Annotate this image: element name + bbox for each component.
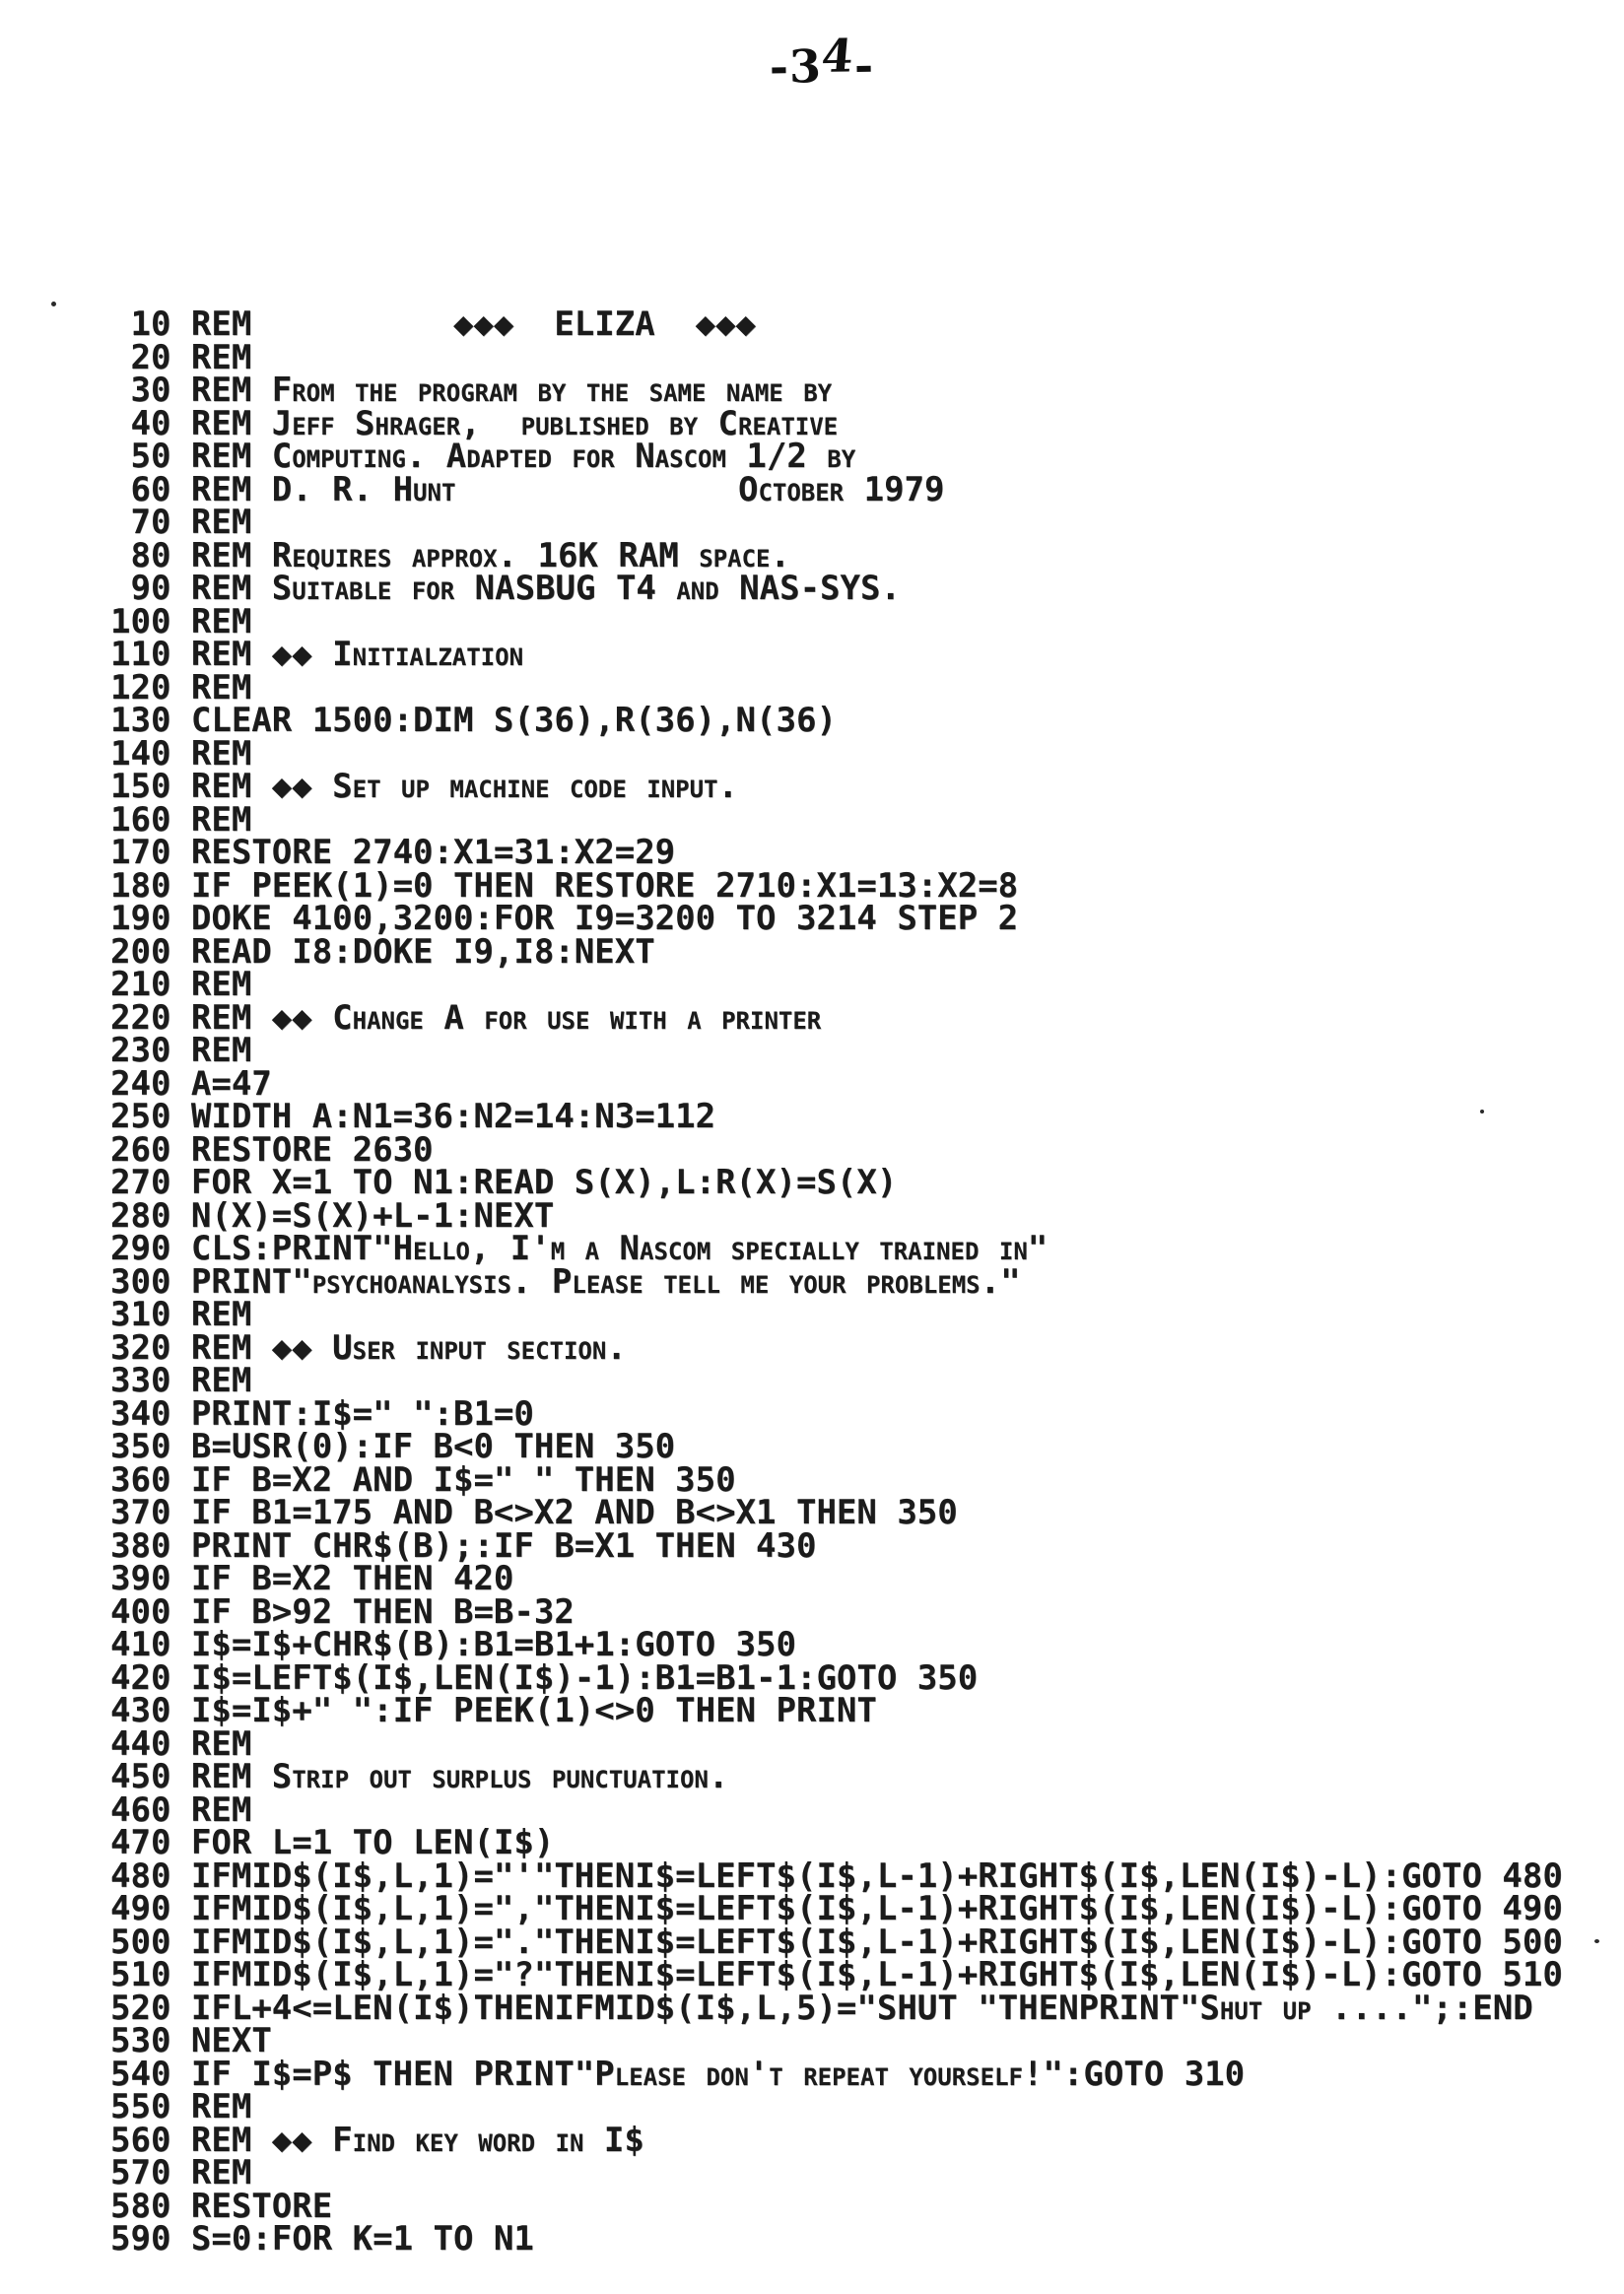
code-line: 360 IF B=X2 AND I$=" " THEN 350 [110, 1459, 736, 1500]
code-line: 280 N(X)=S(X)+L-1:NEXT [110, 1195, 555, 1236]
code-line: 400 IF B>92 THEN B=B-32 [110, 1591, 575, 1632]
code-line: 290 CLS:PRINT"Hello, I'm a Nascom specially trained in" [110, 1229, 1049, 1268]
code-line: 500 IFMID$(I$,L,1)="."THENI$=LEFT$(I$,L-1)+RIGHT$(I$,LEN(I$)-L):GOTO 500 [110, 1922, 1563, 1962]
code-line: 570 REM [110, 2153, 252, 2193]
code-line: 270 FOR X=1 TO N1:READ S(X),L:R(X)=S(X) [110, 1163, 898, 1202]
ink-speck [1480, 1110, 1484, 1113]
code-line: 350 B=USR(0):IF B<0 THEN 350 [110, 1427, 676, 1466]
code-line: 450 REM Strip out surplus punctuation. [110, 1757, 729, 1796]
code-line: 440 REM [110, 1723, 252, 1764]
code-line: 540 IF I$=P$ THEN PRINT"Please don't repeat yourself!":GOTO 310 [110, 2054, 1246, 2094]
code-line: 230 REM [110, 1031, 252, 1070]
code-line: 150 REM ◆◆ Set up machine code input. [110, 767, 738, 806]
code-line: 300 PRINT"psychoanalysis. Please tell me your problems." [110, 1261, 1021, 1302]
code-line: 130 CLEAR 1500:DIM S(36),R(36),N(36) [110, 701, 837, 740]
page-number-suffix: - [853, 38, 875, 93]
code-line: 200 READ I8:DOKE I9,I8:NEXT [110, 931, 655, 972]
page-number [10, 26, 1624, 107]
code-line: 20 REM [110, 337, 252, 377]
code-line: 180 IF PEEK(1)=0 THEN RESTORE 2710:X1=13:X2=8 [110, 865, 1019, 906]
code-line: 50 REM Computing. Adapted for Nascom 1/2 by [110, 437, 856, 476]
ink-speck [1594, 1939, 1599, 1943]
code-line: 530 NEXT [110, 2021, 272, 2060]
code-line: 240 A=47 [110, 1063, 272, 1104]
code-line: 30 REM From the program by the same name by [110, 371, 833, 410]
code-line: 140 REM [110, 733, 252, 774]
code-line: 470 FOR L=1 TO LEN(I$) [110, 1823, 555, 1862]
basic-program-listing [110, 304, 1563, 2259]
code-line: 210 REM [110, 965, 252, 1004]
code-line: 80 REM Requires approx. 16K RAM space. [110, 535, 790, 575]
code-line: 250 WIDTH A:N1=36:N2=14:N3=112 [110, 1097, 716, 1136]
code-line: 160 REM [110, 799, 252, 840]
code-line: 120 REM [110, 667, 252, 708]
code-line: 370 IF B1=175 AND B<>X2 AND B<>X1 THEN 350 [110, 1493, 958, 1532]
code-line: 390 IF B=X2 THEN 420 [110, 1559, 514, 1598]
code-line: 260 RESTORE 2630 [110, 1129, 434, 1170]
code-line: 110 REM ◆◆ Initialzation [110, 635, 524, 674]
code-line: 430 I$=I$+" ":IF PEEK(1)<>0 THEN PRINT [110, 1691, 877, 1730]
code-line: 10 REM ◆◆◆ ELIZA ◆◆◆ [110, 304, 757, 344]
code-line: 590 S=0:FOR K=1 TO N1 [110, 2219, 534, 2259]
code-line: 60 REM D. R. Hunt October 1979 [110, 469, 945, 509]
code-line: 460 REM [110, 1789, 252, 1830]
code-line: 420 I$=LEFT$(I$,LEN(I$)-1):B1=B1-1:GOTO 350 [110, 1657, 979, 1698]
code-line: 410 I$=I$+CHR$(B):B1=B1+1:GOTO 350 [110, 1625, 796, 1664]
code-line: 40 REM Jeff Shrager, published by Creative [110, 403, 839, 443]
code-line: 310 REM [110, 1295, 252, 1334]
code-line: 510 IFMID$(I$,L,1)="?"THENI$=LEFT$(I$,L-1)+RIGHT$(I$,LEN(I$)-L):GOTO 510 [110, 1955, 1563, 1994]
code-line: 520 IFL+4<=LEN(I$)THENIFMID$(I$,L,5)="SHUT "THENPRINT"Shut up ....";:END [110, 1988, 1533, 2028]
code-line: 220 REM ◆◆ Change A for use with a printer [110, 997, 822, 1038]
code-line: 480 IFMID$(I$,L,1)="'"THENI$=LEFT$(I$,L-1)+RIGHT$(I$,LEN(I$)-L):GOTO 480 [110, 1855, 1563, 1896]
code-line: 560 REM ◆◆ Find key word in I$ [110, 2120, 644, 2160]
code-line: 330 REM [110, 1361, 252, 1400]
code-line: 90 REM Suitable for NASBUG T4 and NAS-SYS. [110, 569, 901, 608]
code-line: 320 REM ◆◆ User input section. [110, 1327, 627, 1368]
code-line: 580 RESTORE [110, 2186, 333, 2226]
code-line: 70 REM [110, 503, 252, 542]
ink-speck [51, 302, 56, 306]
code-line: 490 IFMID$(I$,L,1)=","THENI$=LEFT$(I$,L-1)+RIGHT$(I$,LEN(I$)-L):GOTO 490 [110, 1889, 1563, 1928]
code-line: 100 REM [110, 601, 252, 641]
code-line: 340 PRINT:I$=" ":B1=0 [110, 1393, 534, 1434]
page-number-raised-digit: 4 [819, 29, 857, 84]
page-number-prefix: -3 [769, 39, 823, 94]
code-line: 170 RESTORE 2740:X1=31:X2=29 [110, 833, 676, 872]
code-line: 550 REM [110, 2087, 252, 2126]
code-line: 190 DOKE 4100,3200:FOR I9=3200 TO 3214 STEP 2 [110, 899, 1019, 938]
code-line: 380 PRINT CHR$(B);:IF B=X1 THEN 430 [110, 1525, 817, 1566]
